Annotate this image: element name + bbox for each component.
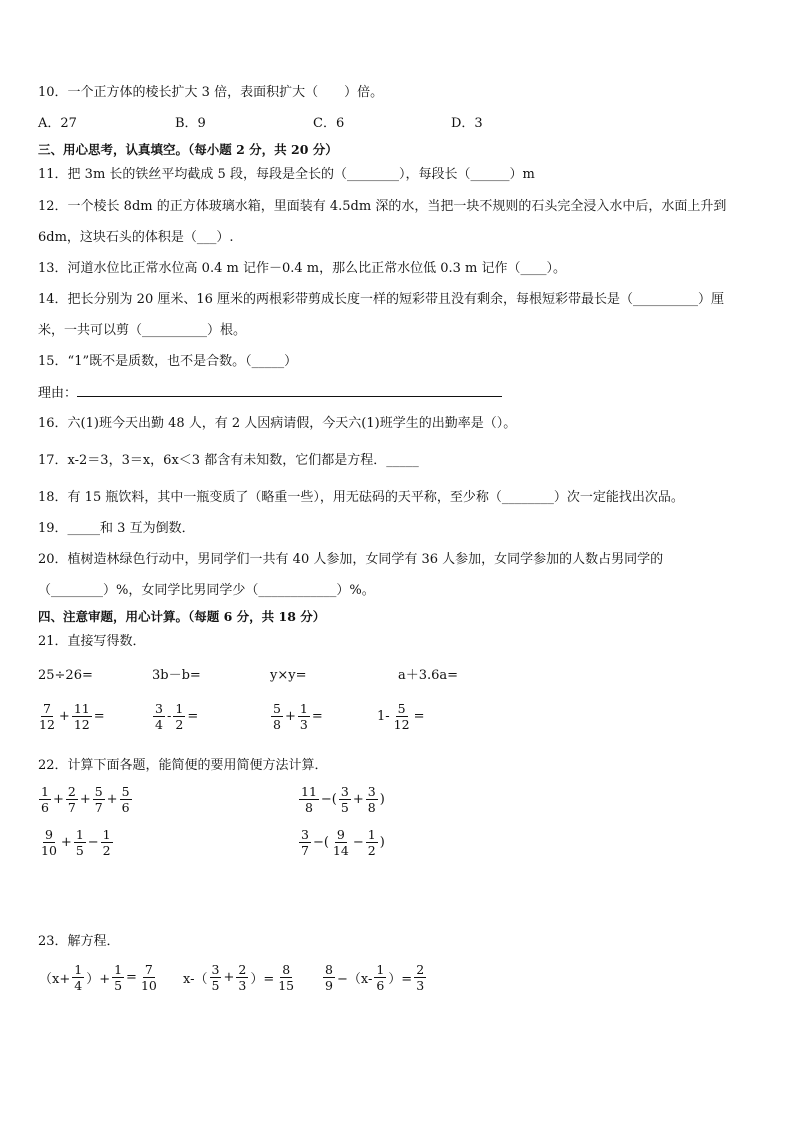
question-20-line-2: （________）%，女同学比男同学少（____________）%。 — [38, 583, 375, 598]
question-18: 18．有 15 瓶饮料，其中一瓶变质了（略重一些），用无砝码的天平称，至少称（________）次一定能找出次品。 — [38, 490, 684, 505]
question-16: 16．六(1)班今天出勤 48 人，有 2 人因病请假，今天六(1)班学生的出勤率是（）。 — [38, 416, 517, 431]
question-22-title: 22．计算下面各题，能简便的要用简便方法计算． — [38, 758, 328, 773]
q21-item-6: $\frac{3}{4}$ - $\frac{1}{2}$ = — [155, 701, 199, 732]
question-12-line-2: 6dm，这块石头的体积是（___）. — [38, 230, 234, 245]
section-4-heading: 四、注意审题，用心计算。（每题 6 分，共 18 分） — [38, 609, 326, 624]
question-17: 17．x-2＝3，3＝x，6x＜3 都含有未知数，它们都是方程．_____ — [38, 453, 419, 468]
question-23-title: 23．解方程． — [38, 934, 120, 949]
option-b: B．9 — [175, 116, 206, 131]
q22-expr-2: $\frac{11}{8}$ −( $\frac{3}{5}$ + $\frac{3}{8}$ ) — [301, 784, 385, 815]
fraction: $\frac{5}{8}$ — [273, 701, 281, 732]
q23-equation-3: $\frac{8}{9}$ −（x- $\frac{1}{6}$ ）= $\frac{2}{3}$ — [325, 962, 425, 993]
q21-item-3: y×y= — [270, 668, 307, 683]
question-15-reason — [38, 385, 502, 403]
fraction: $\frac{3}{4}$ — [155, 701, 163, 732]
option-c: C．6 — [313, 116, 345, 131]
question-20-line-1: 20．植树造林绿色行动中，男同学们一共有 40 人参加，女同学有 36 人参加，女同学参加的人数占男同学的 — [38, 552, 664, 567]
section-3-heading: 三、用心思考，认真填空。（每小题 2 分，共 20 分） — [38, 142, 338, 157]
question-21-title: 21．直接写得数． — [38, 634, 146, 649]
fraction: $\frac{5}{12}$ — [393, 701, 410, 732]
question-14-line-2: 米，一共可以剪（__________）根。 — [38, 323, 247, 338]
option-a: A．27 — [38, 116, 77, 131]
q21-item-4: a＋3.6a= — [398, 668, 459, 683]
fraction: $\frac{1}{2}$ — [175, 701, 184, 732]
question-15: 15．“1”既不是质数，也不是合数。（_____） — [38, 354, 298, 369]
question-10: 10．一个正方体的棱长扩大 3 倍，表面积扩大（ ）倍。 — [38, 85, 384, 100]
q21-item-7: $\frac{5}{8}$ + $\frac{1}{3}$ = — [273, 701, 323, 732]
q22-expr-1: $\frac{1}{6}$ + $\frac{2}{7}$ + $\frac{5}{7}$ + $\frac{5}{6}$ — [41, 784, 130, 815]
question-13: 13．河道水位比正常水位高 0.4 m 记作－0.4 m，那么比正常水位低 0.3 m 记作（____）。 — [38, 261, 566, 276]
fraction: $\frac{1}{3}$ — [299, 701, 308, 732]
q22-expr-4: $\frac{3}{7}$ −( $\frac{9}{14}$ − $\frac{1}{2}$ ) — [301, 827, 385, 858]
fraction: $\frac{11}{12}$ — [73, 701, 90, 732]
q21-item-8: 1- $\frac{5}{12}$ = — [377, 701, 425, 732]
q21-item-1: 25÷26= — [38, 668, 93, 683]
q21-item-2: 3b－b= — [152, 668, 201, 683]
question-19: 19．_____和 3 互为倒数． — [38, 521, 195, 536]
question-14-line-1: 14．把长分别为 20 厘米、16 厘米的两根彩带剪成长度一样的短彩带且没有剩余，每根短彩带最长是（__________）厘 — [38, 292, 725, 307]
q21-item-5: $\frac{7}{12}$ + $\frac{11}{12}$ = — [39, 701, 105, 732]
question-12-line-1: 12．一个棱长 8dm 的正方体玻璃水箱，里面装有 4.5dm 深的水，当把一块不规则的石头完全浸入水中后，水面上升到 — [38, 199, 727, 214]
question-11: 11．把 3m 长的铁丝平均截成 5 段，每段是全长的（________），每段长（______）m — [38, 167, 535, 182]
q23-equation-1: （x+ $\frac{1}{4}$ ）+ $\frac{1}{5}$ = $\frac{7}{10}$ — [39, 962, 157, 993]
reason-label: 理由： — [38, 386, 78, 401]
option-d: D．3 — [451, 116, 483, 131]
fraction: $\frac{7}{12}$ — [39, 701, 55, 732]
reason-answer-line[interactable] — [77, 396, 502, 397]
q22-expr-3: $\frac{9}{10}$ + $\frac{1}{5}$ − $\frac{1}{2}$ — [41, 827, 111, 858]
q23-equation-2: x-（ $\frac{3}{5}$ + $\frac{2}{3}$ ）= $\frac{8}{15}$ — [183, 962, 295, 993]
